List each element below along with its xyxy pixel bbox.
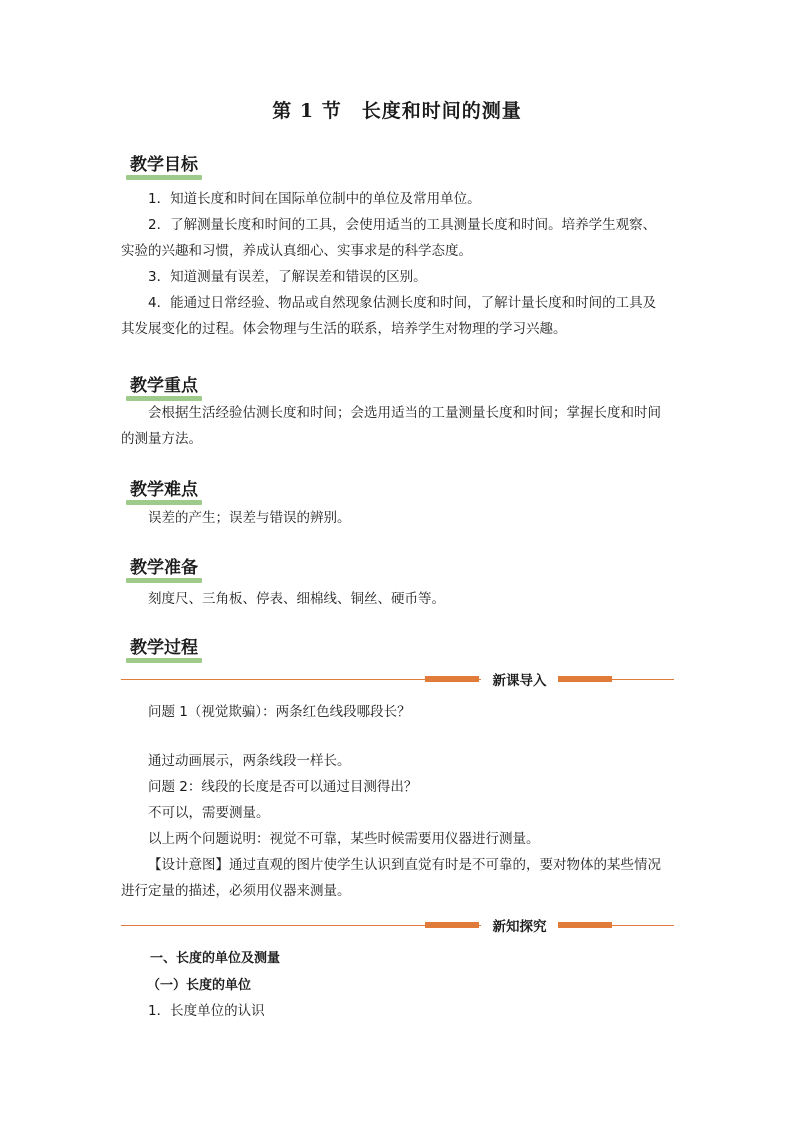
heading-preparation-text: 教学准备 xyxy=(130,558,198,578)
section-item-line: 1．长度单位的认识 xyxy=(148,1003,265,1019)
section-item xyxy=(121,998,676,1024)
intro-question-1 xyxy=(121,699,676,725)
difficulties-text xyxy=(121,505,676,531)
intro-line: 不可以，需要测量。 xyxy=(148,805,270,821)
heading-difficulties-text: 教学难点 xyxy=(130,480,198,500)
divider-bar-left xyxy=(425,676,479,682)
heading-difficulties xyxy=(130,475,198,500)
heading-highlight xyxy=(126,578,202,583)
design-intent-line: 进行定量的描述，必须用仪器来测量。 xyxy=(121,883,351,899)
objective-item-cont: 其发展变化的过程。体会物理与生活的联系，培养学生对物理的学习兴趣。 xyxy=(121,321,567,337)
intro-line: 以上两个问题说明：视觉不可靠，某些时候需要用仪器进行测量。 xyxy=(148,831,540,847)
difficulties-line: 误差的产生；误差与错误的辨别。 xyxy=(148,510,351,526)
preparation-text xyxy=(121,586,676,612)
key-points-line: 的测量方法。 xyxy=(121,431,202,447)
heading-process xyxy=(130,633,198,658)
divider-bar-left xyxy=(425,922,479,928)
objective-item: 3．知道测量有误差，了解误差和错误的区别。 xyxy=(148,269,427,285)
objective-item: 2．了解测量长度和时间的工具，会使用适当的工具测量长度和时间。培养学生观察、 xyxy=(148,217,657,233)
objective-item: 4．能通过日常经验、物品或自然现象估测长度和时间，了解计量长度和时间的工具及 xyxy=(148,295,657,311)
divider-intro-label: 新课导入 xyxy=(481,669,558,689)
intro-body xyxy=(121,748,676,904)
heading-highlight xyxy=(126,175,202,180)
key-points-text xyxy=(121,400,676,452)
section-heading: 一、长度的单位及测量 xyxy=(150,951,281,966)
heading-objectives xyxy=(130,150,198,175)
intro-line: 问题 2：线段的长度是否可以通过目测得出？ xyxy=(148,779,418,795)
objective-item: 1．知道长度和时间在国际单位制中的单位及常用单位。 xyxy=(148,191,481,207)
heading-highlight xyxy=(126,658,202,663)
divider-bar-right xyxy=(558,922,612,928)
design-intent-line: 【设计意图】通过直观的图片使学生认识到直觉有时是不可靠的，要对物体的某些情况 xyxy=(148,857,661,873)
heading-objectives-text: 教学目标 xyxy=(130,155,198,175)
page-title: 第 1 节 长度和时间的测量 xyxy=(272,100,522,122)
intro-line: 问题 1（视觉欺骗）：两条红色线段哪段长？ xyxy=(148,704,411,720)
objectives-list xyxy=(121,186,676,342)
heading-process-text: 教学过程 xyxy=(130,638,198,658)
subsection-heading: （一）长度的单位 xyxy=(147,978,252,993)
divider-intro xyxy=(121,672,674,689)
divider-explore xyxy=(121,918,674,935)
heading-key-points xyxy=(130,371,198,396)
heading-key-points-text: 教学重点 xyxy=(130,376,198,396)
divider-explore-label: 新知探究 xyxy=(481,915,558,935)
preparation-line: 刻度尺、三角板、停表、细棉线、铜丝、硬币等。 xyxy=(148,591,445,607)
heading-preparation xyxy=(130,553,198,578)
intro-line: 通过动画展示，两条线段一样长。 xyxy=(148,753,351,769)
objective-item-cont: 实验的兴趣和习惯，养成认真细心、实事求是的科学态度。 xyxy=(121,243,472,259)
divider-bar-right xyxy=(558,676,612,682)
key-points-line: 会根据生活经验估测长度和时间；会选用适当的工量测量长度和时间；掌握长度和时间 xyxy=(148,405,661,421)
